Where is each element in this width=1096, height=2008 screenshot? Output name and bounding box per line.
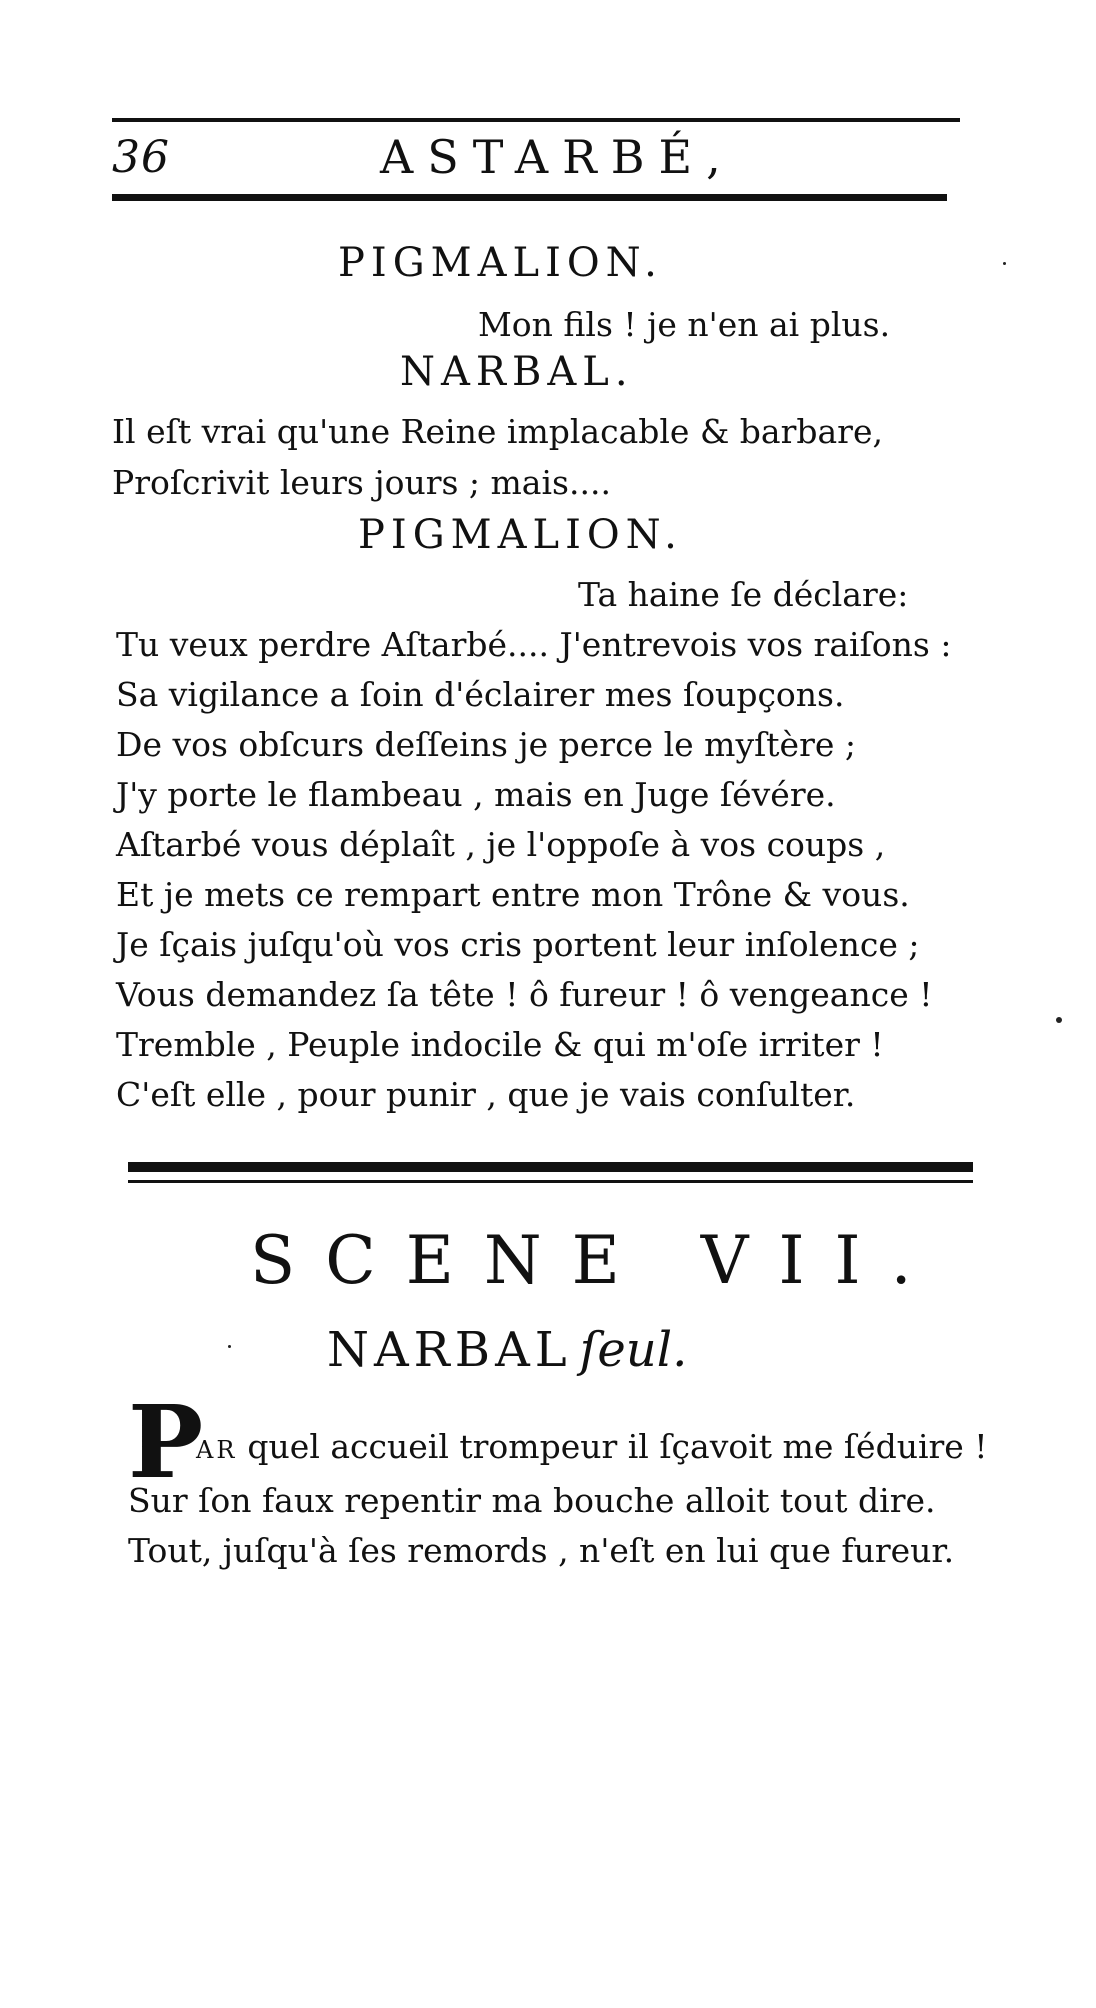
speaker-name: NARBAL.: [400, 349, 634, 395]
verse-line: Je ſçais juſqu'où vos cris portent leur inſolence ;: [116, 925, 920, 964]
verse-line: Sa vigilance a ſoin d'éclairer mes ſoupçons.: [116, 675, 845, 714]
verse-line: Vous demandez ſa tête ! ô fureur ! ô vengeance !: [116, 975, 933, 1014]
speaker-name: PIGMALION.: [358, 512, 683, 558]
verse-line: Proſcrivit leurs jours ; mais....: [112, 463, 611, 502]
running-head: ASTARBÉ,: [380, 130, 735, 184]
scene-speaker-name: NARBAL: [327, 1322, 572, 1378]
scene-separator-thin-rule: [128, 1180, 973, 1183]
verse-line: Ta haine ſe déclare:: [578, 575, 909, 614]
paper-speck: [1056, 1017, 1062, 1023]
scene-speaker-note: ſeul.: [579, 1322, 688, 1378]
verse-line: Et je mets ce rempart entre mon Trône & vous.: [116, 875, 910, 914]
drop-cap: P: [128, 1383, 204, 1501]
verse-line: De vos obſcurs deſſeins je perce le myſtère ;: [116, 725, 857, 764]
scene-title: SCENE VII.: [250, 1222, 942, 1299]
header-bottom-rule: [112, 194, 947, 201]
verse-line: Tu veux perdre Aſtarbé.... J'entrevois vos raiſons :: [116, 625, 952, 664]
verse-line: C'eſt elle , pour punir , que je vais conſulter.: [116, 1075, 856, 1114]
scene-separator-thick-rule: [128, 1162, 973, 1172]
paper-speck: [1003, 262, 1006, 265]
verse-line: [196, 1427, 988, 1466]
first-word-rest: AR: [196, 1436, 238, 1464]
header-top-rule: [112, 118, 960, 122]
first-line-text: quel accueil trompeur il ſçavoit me ſéduire !: [247, 1427, 988, 1466]
verse-line: Tremble , Peuple indocile & qui m'oſe irriter !: [116, 1025, 884, 1064]
verse-line: Aſtarbé vous déplaît , je l'oppoſe à vos coups ,: [116, 825, 886, 864]
verse-line: Tout, juſqu'à ſes remords , n'eſt en lui que fureur.: [128, 1531, 955, 1570]
scene-speaker: [327, 1322, 688, 1378]
paper-speck: [228, 1345, 231, 1348]
verse-line: J'y porte le flambeau , mais en Juge ſévére.: [116, 775, 836, 814]
page-number: 36: [112, 132, 170, 183]
verse-line: Mon fils ! je n'en ai plus.: [478, 305, 891, 344]
verse-line: Sur ſon faux repentir ma bouche alloit tout dire.: [128, 1481, 936, 1520]
verse-line: Il eſt vrai qu'une Reine implacable & barbare,: [112, 412, 883, 451]
speaker-name: PIGMALION.: [338, 240, 663, 286]
